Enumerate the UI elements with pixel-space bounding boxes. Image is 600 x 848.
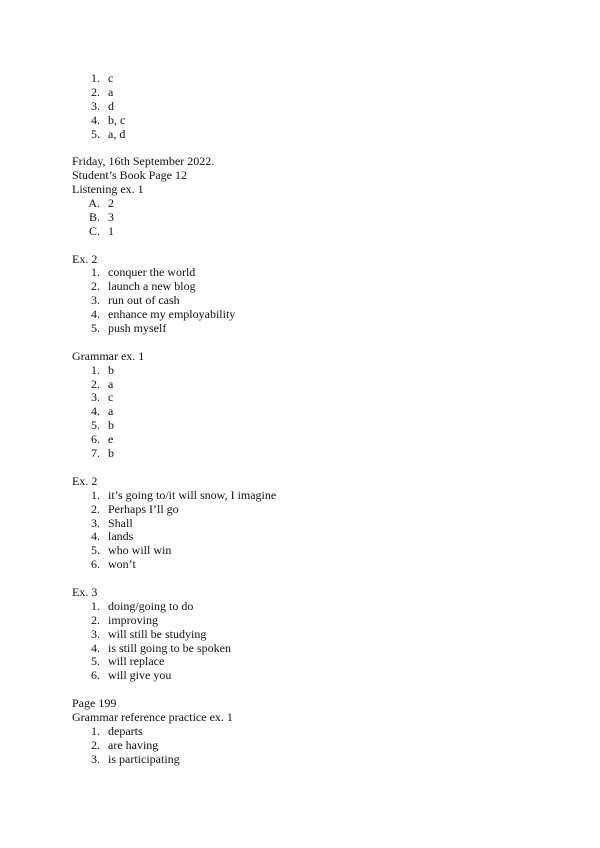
list-item-answer: b (108, 362, 114, 377)
list-item-number: 3. (91, 390, 100, 405)
list-item (72, 558, 532, 572)
list-item-answer: conquer the world (108, 265, 196, 280)
list-item-answer: d (108, 98, 114, 113)
list-item-number: 3. (91, 293, 100, 308)
list-item-number: A. (88, 196, 100, 211)
list-item-answer: 2 (108, 196, 114, 211)
list-item (72, 739, 532, 753)
list-item-number: 6. (91, 557, 100, 572)
list-item (72, 447, 532, 461)
list-item (72, 614, 532, 628)
list-item-answer: lands (108, 529, 134, 544)
list-item (72, 128, 532, 142)
list-item-answer: Perhaps I’ll go (108, 501, 179, 516)
grammar-ex1-heading: Grammar ex. 1 (72, 348, 145, 363)
list-item-number: 5. (91, 543, 100, 558)
list-item-answer: a (108, 84, 114, 99)
list-item-answer: doing/going to do (108, 598, 194, 613)
list-item-answer: will still be studying (108, 626, 207, 641)
list-item-answer: c (108, 71, 114, 85)
list-item-answer: b (108, 418, 114, 433)
list-item-number: 3. (91, 515, 100, 530)
list-item-number: 3. (91, 98, 100, 113)
section-gap (72, 239, 532, 253)
reference-practice-answer-list (72, 725, 532, 767)
list-item-number: 1. (91, 71, 100, 85)
list-item-answer: 3 (108, 209, 114, 224)
list-item-answer: a (108, 376, 114, 391)
book-page-line: Student’s Book Page 12 (72, 168, 188, 183)
date-line: Friday, 16th September 2022. (72, 154, 215, 169)
list-item-answer: enhance my employability (108, 307, 236, 322)
list-item (72, 725, 532, 739)
list-item-number: 3. (91, 626, 100, 641)
list-item (72, 391, 532, 405)
list-item (72, 280, 532, 294)
list-item (72, 211, 532, 225)
list-item (72, 489, 532, 503)
list-item (72, 517, 532, 531)
list-item-number: 4. (91, 529, 100, 544)
list-item (72, 72, 532, 86)
list-item (72, 100, 532, 114)
section-gap (72, 683, 532, 697)
listening-heading: Listening ex. 1 (72, 182, 144, 197)
list-item-number: C. (88, 223, 100, 238)
list-item-number: 1. (91, 362, 100, 377)
list-item (72, 642, 532, 656)
list-item-number: 3. (91, 751, 100, 766)
list-item-number: 5. (91, 654, 100, 669)
list-item-answer: a, d (108, 126, 126, 141)
listening-answer-list (72, 197, 532, 239)
list-item-answer: Shall (108, 515, 133, 530)
list-item-answer: a (108, 404, 114, 419)
list-item (72, 364, 532, 378)
list-item (72, 405, 532, 419)
list-item (72, 628, 532, 642)
grammar-ex1-answer-list (72, 364, 532, 461)
list-item-answer: will give you (108, 668, 172, 683)
list-item (72, 419, 532, 433)
list-item-number: 5. (91, 418, 100, 433)
list-item-answer: won’t (108, 557, 136, 572)
ex2-vocab-answer-list (72, 266, 532, 335)
list-item-answer: run out of cash (108, 293, 180, 308)
list-item-number: 5. (91, 321, 100, 336)
list-item-number: 2. (91, 279, 100, 294)
list-item (72, 86, 532, 100)
list-item-answer: c (108, 390, 114, 405)
section-gap (72, 141, 532, 155)
list-item (72, 294, 532, 308)
intro-answer-list (72, 72, 532, 141)
list-item-answer: is participating (108, 751, 180, 766)
list-item (72, 225, 532, 239)
list-item-answer: b, c (108, 112, 126, 127)
page-number-line: Page 199 (72, 696, 117, 711)
list-item-number: 7. (91, 446, 100, 461)
document-body (72, 72, 532, 767)
list-item (72, 503, 532, 517)
ex2-vocab-heading: Ex. 2 (72, 251, 98, 266)
grammar-ex2-heading: Ex. 2 (72, 473, 98, 488)
list-item (72, 433, 532, 447)
list-item-number: 2. (91, 737, 100, 752)
list-item (72, 753, 532, 767)
list-item-number: 2. (91, 612, 100, 627)
list-item-number: 2. (91, 84, 100, 99)
list-item (72, 655, 532, 669)
list-item-answer: improving (108, 612, 158, 627)
list-item-answer: launch a new blog (108, 279, 196, 294)
list-item-number: 2. (91, 501, 100, 516)
reference-practice-heading: Grammar reference practice ex. 1 (72, 709, 233, 724)
list-item-number: 1. (91, 598, 100, 613)
list-item-answer: push myself (108, 321, 167, 336)
section-gap (72, 336, 532, 350)
list-item-number: 4. (91, 307, 100, 322)
list-item (72, 544, 532, 558)
section-gap (72, 572, 532, 586)
list-item-number: B. (88, 209, 100, 224)
list-item-answer: b (108, 446, 114, 461)
list-item (72, 308, 532, 322)
list-item-number: 5. (91, 126, 100, 141)
list-item (72, 266, 532, 280)
list-item (72, 669, 532, 683)
list-item (72, 600, 532, 614)
list-item-number: 6. (91, 668, 100, 683)
list-item-number: 6. (91, 432, 100, 447)
list-item-answer: it’s going to/it will snow, I imagine (108, 487, 277, 502)
grammar-ex2-answer-list (72, 489, 532, 572)
grammar-ex3-answer-list (72, 600, 532, 683)
list-item-number: 1. (91, 723, 100, 738)
list-item-number: 4. (91, 404, 100, 419)
list-item (72, 530, 532, 544)
list-item-answer: 1 (108, 223, 114, 238)
list-item-answer: will replace (108, 654, 165, 669)
list-item (72, 378, 532, 392)
list-item-number: 4. (91, 112, 100, 127)
list-item (72, 197, 532, 211)
list-item (72, 114, 532, 128)
grammar-ex3-heading: Ex. 3 (72, 584, 98, 599)
list-item-answer: departs (108, 723, 143, 738)
list-item-number: 2. (91, 376, 100, 391)
list-item-answer: e (108, 432, 114, 447)
list-item-number: 1. (91, 265, 100, 280)
list-item-answer: who will win (108, 543, 172, 558)
list-item-number: 4. (91, 640, 100, 655)
list-item-answer: is still going to be spoken (108, 640, 231, 655)
list-item (72, 322, 532, 336)
list-item-number: 1. (91, 487, 100, 502)
section-gap (72, 461, 532, 475)
list-item-answer: are having (108, 737, 159, 752)
